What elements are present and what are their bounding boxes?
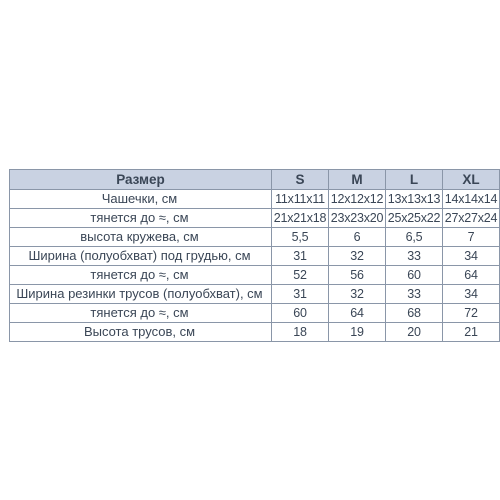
cell-value: 21x21x18 [272,209,329,228]
cell-value: 72 [443,304,500,323]
header-l: L [386,170,443,190]
header-row [10,170,500,190]
cell-value: 34 [443,285,500,304]
row-label: тянется до ≈, см [10,266,272,285]
header-size: Размер [10,170,272,190]
size-chart-table [9,169,500,342]
cell-value: 64 [329,304,386,323]
cell-value: 31 [272,247,329,266]
header-xl: XL [443,170,500,190]
table-row [10,323,500,342]
table-row [10,209,500,228]
header-m: M [329,170,386,190]
cell-value: 32 [329,285,386,304]
header-s: S [272,170,329,190]
table-row [10,285,500,304]
cell-value: 21 [443,323,500,342]
cell-value: 18 [272,323,329,342]
row-label: Ширина резинки трусов (полуобхват), см [10,285,272,304]
row-label: Ширина (полуобхват) под грудью, см [10,247,272,266]
cell-value: 6 [329,228,386,247]
cell-value: 27x27x24 [443,209,500,228]
cell-value: 6,5 [386,228,443,247]
cell-value: 33 [386,285,443,304]
cell-value: 5,5 [272,228,329,247]
cell-value: 19 [329,323,386,342]
table-row [10,247,500,266]
row-label: Чашечки, см [10,190,272,209]
cell-value: 20 [386,323,443,342]
row-label: Высота трусов, см [10,323,272,342]
cell-value: 14x14x14 [443,190,500,209]
cell-value: 60 [386,266,443,285]
cell-value: 68 [386,304,443,323]
cell-value: 11x11x11 [272,190,329,209]
cell-value: 56 [329,266,386,285]
row-label: тянется до ≈, см [10,209,272,228]
cell-value: 32 [329,247,386,266]
cell-value: 13x13x13 [386,190,443,209]
row-label: высота кружева, см [10,228,272,247]
table-row [10,266,500,285]
row-label: тянется до ≈, см [10,304,272,323]
cell-value: 25x25x22 [386,209,443,228]
cell-value: 7 [443,228,500,247]
table-row [10,190,500,209]
cell-value: 12x12x12 [329,190,386,209]
cell-value: 52 [272,266,329,285]
cell-value: 33 [386,247,443,266]
cell-value: 60 [272,304,329,323]
cell-value: 23x23x20 [329,209,386,228]
table-row [10,228,500,247]
cell-value: 31 [272,285,329,304]
cell-value: 34 [443,247,500,266]
cell-value: 64 [443,266,500,285]
table-row [10,304,500,323]
